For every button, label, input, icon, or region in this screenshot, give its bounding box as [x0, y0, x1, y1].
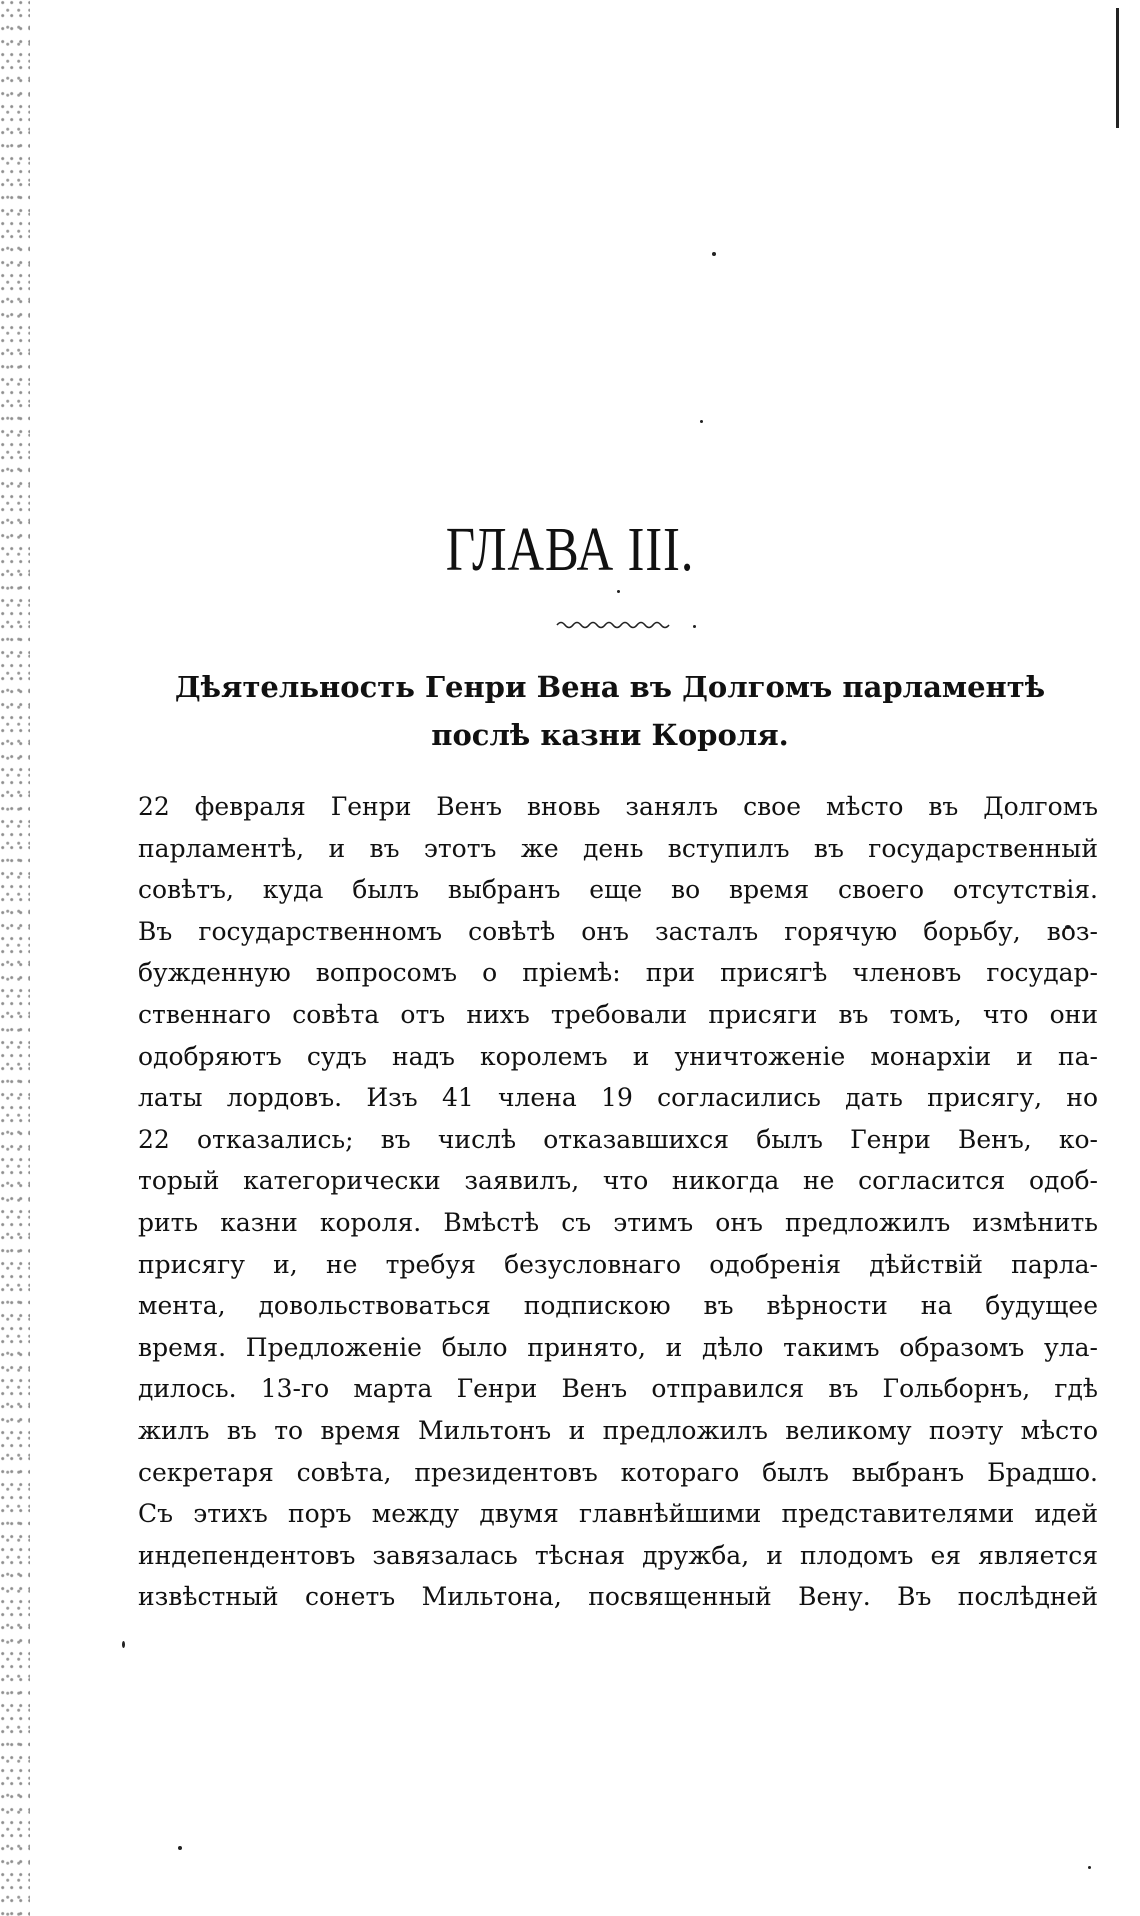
text-line: жилъ въ то время Мильтонъ и предложилъ великому поэту мѣсто — [138, 1415, 1098, 1445]
text-line: извѣстный сонетъ Мильтона, посвященный Вену. Въ послѣдней — [138, 1582, 1098, 1612]
text-line: ственнаго совѣта отъ нихъ требовали присяги въ томъ, что они — [138, 999, 1098, 1029]
text-line: дилось. 13-го марта Генри Венъ отправился въ Гольборнъ, гдѣ — [138, 1374, 1098, 1404]
text-line: совѣтъ, куда былъ выбранъ еще во время своего отсутствія. — [138, 875, 1098, 905]
subtitle-line: Дѣятельность Генри Вена въ Долгомъ парламентѣ — [174, 670, 1046, 704]
chapter-title: ГЛАВА III. — [445, 516, 695, 584]
scan-edge-right — [1116, 8, 1119, 128]
text-line: латы лордовъ. Изъ 41 члена 19 согласились дать присягу, но — [138, 1083, 1098, 1113]
scan-speck — [693, 625, 696, 628]
text-line: торый категорически заявилъ, что никогда не согласится одоб- — [138, 1166, 1098, 1196]
text-line: 22 отказались; въ числѣ отказавшихся былъ Генри Венъ, ко- — [138, 1124, 1098, 1154]
text-line: присягу и, не требуя безусловнаго одобренія дѣйствій парла- — [138, 1249, 1098, 1279]
text-line: секретаря совѣта, президентовъ котораго былъ выбранъ Брадшо. — [138, 1457, 1098, 1487]
subtitle-line: послѣ казни Короля. — [431, 718, 789, 752]
scan-speck — [712, 252, 716, 256]
scan-speck — [1088, 1866, 1091, 1869]
text-line: рить казни короля. Вмѣстѣ съ этимъ онъ предложилъ измѣнить — [138, 1207, 1098, 1237]
text-line: одобряютъ судъ надъ королемъ и уничтоженіе монархіи и па- — [138, 1041, 1098, 1071]
ornament-divider-icon — [555, 618, 671, 632]
text-line: время. Предложеніе было принято, и дѣло такимъ образомъ ула- — [138, 1332, 1098, 1362]
text-line: индепендентовъ завязалась тѣсная дружба, и плодомъ ея является — [138, 1540, 1098, 1570]
scan-speck — [700, 420, 703, 423]
text-line: 22 февраля Генри Венъ вновь занялъ свое мѣсто въ Долгомъ — [138, 792, 1098, 821]
scan-speck — [617, 590, 620, 593]
scan-speck — [178, 1846, 182, 1850]
body-paragraph — [138, 786, 1098, 1618]
scan-speck — [122, 1641, 125, 1648]
text-line: бужденную вопросомъ о пріемѣ: при присягѣ членовъ государ- — [138, 958, 1098, 988]
text-line: Съ этихъ поръ между двумя главнѣйшими представителями идей — [138, 1499, 1098, 1529]
text-line: парламентѣ, и въ этотъ же день вступилъ въ государственный — [138, 833, 1098, 863]
chapter-subtitle — [120, 663, 1100, 759]
text-line: мента, довольствоваться подпискою въ вѣрности на будущее — [138, 1291, 1098, 1321]
text-line: Въ государственномъ совѣтѣ онъ засталъ горячую борьбу, воз- — [138, 916, 1098, 946]
scan-edge-left — [0, 0, 30, 1916]
